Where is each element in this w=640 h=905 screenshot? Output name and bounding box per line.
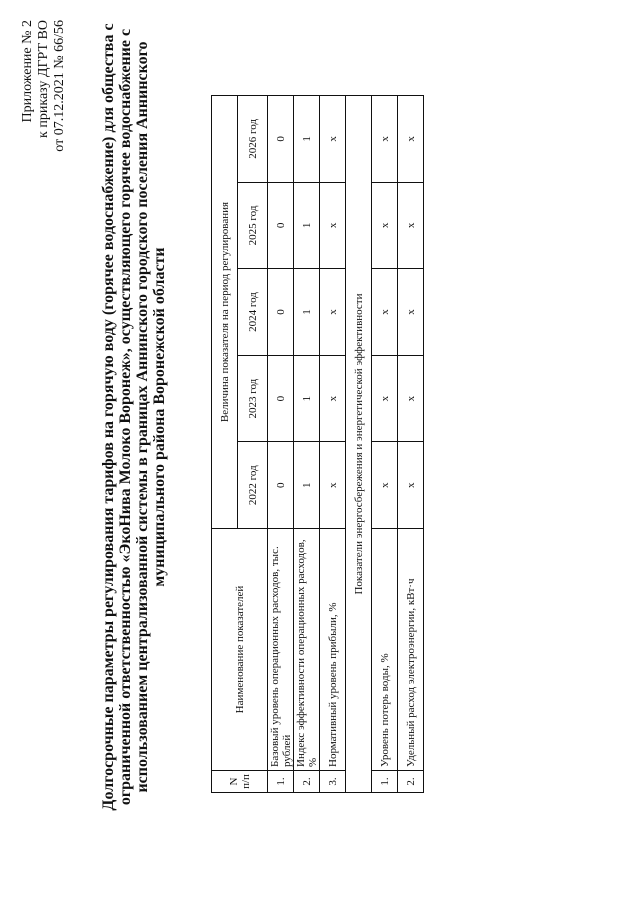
row-value: x: [398, 355, 424, 442]
row-name: Уровень потерь воды, %: [372, 529, 398, 771]
row-value: x: [398, 269, 424, 356]
row-value: x: [372, 442, 398, 529]
row-value: 0: [268, 442, 294, 529]
header-year: 2023 год: [238, 355, 268, 442]
row-num: 1.: [268, 771, 294, 793]
row-name: Нормативный уровень прибыли, %: [320, 529, 346, 771]
row-value: x: [398, 96, 424, 183]
row-num: 1.: [372, 771, 398, 793]
row-num: 2.: [398, 771, 424, 793]
title-line-4: муниципального района Воронежской области: [151, 247, 168, 587]
row-value: x: [320, 355, 346, 442]
row-value: x: [320, 442, 346, 529]
row-name: Индекс эффективности операционных расходов, %: [294, 529, 320, 771]
row-value: 0: [268, 355, 294, 442]
table-row: [398, 96, 424, 793]
header-name: Наименование показателей: [212, 529, 268, 771]
document-title: [100, 17, 168, 817]
row-value: x: [398, 182, 424, 269]
row-value: 1: [294, 269, 320, 356]
appendix-line-1: Приложение № 2: [20, 20, 35, 123]
row-num: 2.: [294, 771, 320, 793]
row-value: 0: [268, 182, 294, 269]
row-value: x: [372, 355, 398, 442]
header-group: Величина показателя на период регулирования: [212, 96, 238, 529]
row-name: Удельный расход электроэнергии, кВт·ч: [398, 529, 424, 771]
header-year: 2022 год: [238, 442, 268, 529]
row-value: x: [320, 96, 346, 183]
table-row: [268, 96, 294, 793]
header-year: 2025 год: [238, 182, 268, 269]
row-value: 1: [294, 96, 320, 183]
row-value: 0: [268, 269, 294, 356]
section-row: [346, 96, 372, 793]
row-value: x: [320, 269, 346, 356]
row-value: 1: [294, 355, 320, 442]
section-title: Показатели энергосбережения и энергетической эффективности: [346, 96, 372, 793]
header-year: 2026 год: [238, 96, 268, 183]
title-line-3: использованием централизованной системы в границах Аннинского городского поселения Аннинского: [134, 41, 151, 793]
appendix-note: [20, 20, 68, 152]
appendix-line-3: от 07.12.2021 № 66/56: [52, 20, 67, 152]
row-num: 3.: [320, 771, 346, 793]
parameters-table: [211, 95, 424, 793]
table-row: [320, 96, 346, 793]
row-value: x: [372, 96, 398, 183]
row-value: x: [320, 182, 346, 269]
row-value: x: [372, 269, 398, 356]
table-row: [372, 96, 398, 793]
header-year: 2024 год: [238, 269, 268, 356]
title-line-1: Долгосрочные параметры регулирования тарифов на горячую воду (горячее водоснабжение) для общества с: [100, 23, 117, 811]
title-line-2: ограниченной ответственностью «ЭкоНива Молоко Воронеж», осуществляющего горячее водоснабжение с: [117, 28, 134, 806]
appendix-line-2: к приказу ДГРТ ВО: [36, 20, 51, 138]
row-value: 1: [294, 442, 320, 529]
row-value: 1: [294, 182, 320, 269]
row-name: Базовый уровень операционных расходов, тыс. рублей: [268, 529, 294, 771]
table-row: [294, 96, 320, 793]
row-value: x: [372, 182, 398, 269]
row-value: 0: [268, 96, 294, 183]
row-value: x: [398, 442, 424, 529]
header-num: N п/п: [212, 771, 268, 793]
